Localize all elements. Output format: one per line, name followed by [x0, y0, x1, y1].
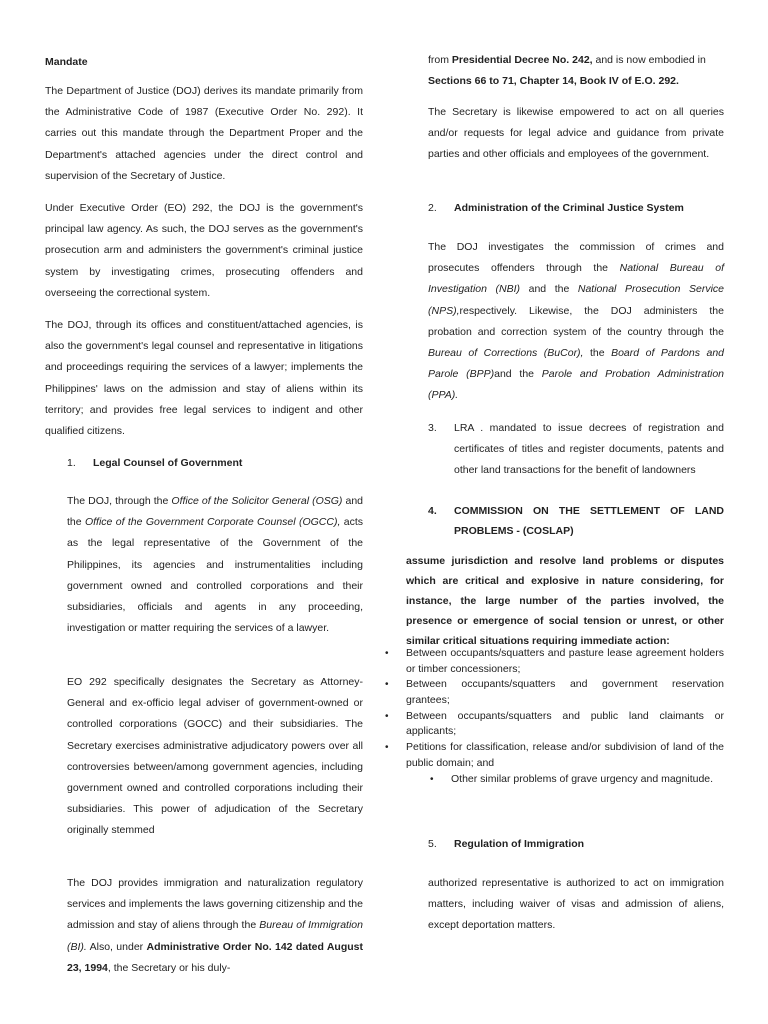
coslap-bullet-list [385, 646, 724, 788]
section-3-item: 3. LRA . mandated to issue decrees of registration and certificates of titles and register documents, patents and other land transactions for the benefit of landowners [428, 422, 724, 477]
list-item: • Between occupants/squatters and public land claimants or applicants; [385, 709, 724, 738]
attorney-general-paragraph: EO 292 specifically designates the Secretary as Attorney-General and ex-officio legal adviser of government-owned or controlled corporations (GOCC) and their subsidiaries. The Secretary exercises administrative adjudicatory powers over all controversies between/among government agencies, including government owned and controlled corporations including their subsidiaries. This power of adjudication of the Secretary originally stemmed [67, 676, 363, 837]
mandate-paragraph-1: The Department of Justice (DOJ) derives its mandate primarily from the Administrative Code of 1987 (Executive Order No. 292). It carries out this mandate through the Department Proper and the Department's attached agencies under the direct control and supervision of the Secretary of Justice. [45, 85, 363, 182]
section-4-heading: 4. COMMISSION ON THE SETTLEMENT OF LAND PROBLEMS - (COSLAP) [428, 505, 724, 537]
sub-list-item: • Other similar problems of grave urgency and magnitude. [451, 772, 724, 788]
bullet-icon: • [385, 648, 389, 659]
section-1-paragraph: The DOJ, through the Office of the Solicitor General (OSG) and the Office of the Government Corporate Counsel (OGCC), acts as the legal representative of the Government of the Philippines, its agencies and instrumentalities including government owned and controlled corporations and their subsidiaries, officials and agents in any proceeding, investigation or matter requiring the services of a lawyer. [67, 495, 364, 635]
presidential-decree-paragraph: from Presidential Decree No. 242, and is now embodied in Sections 66 to 71, Chapter 14, Book IV of E.O. 292. [428, 54, 706, 88]
section-5-paragraph: authorized representative is authorized to act on immigration matters, including waiver of visas and admission of aliens, except deportation matters. [428, 877, 724, 932]
list-item: • Between occupants/squatters and government reservation grantees; [385, 678, 724, 706]
mandate-paragraph-2: Under Executive Order (EO) 292, the DOJ is the government's principal law agency. As such, the DOJ serves as the government's prosecution arm and administers the government's criminal justice system by investigating crimes, prosecuting offenders and overseeing the correctional system. [45, 202, 363, 299]
section-5-heading: 5. Regulation of Immigration [428, 838, 585, 850]
bullet-icon: • [430, 774, 434, 786]
mandate-paragraph-3: The DOJ, through its offices and constituent/attached agencies, is also the government's legal counsel and representative in litigations and proceedings requiring the services of a lawyer; implements the Philippines' laws on the admission and stay of aliens within its territory; and provides free legal services to indigent and other qualified citizens. [45, 319, 363, 438]
section-2-paragraph: The DOJ investigates the commission of crimes and prosecutes offenders through the National Bureau of Investigation (NBI) and the National Prosecution Service (NPS),respectively. Likewise, the DOJ administers the probation and correction system of the country through the Bureau of Corrections (BuCor), the Board of Pardons and Parole (BPP)and the Parole and Probation Administration (PPA). [428, 241, 725, 402]
coslap-paragraph: assume jurisdiction and resolve land problems or disputes which are critical and explosive in nature considering, for instance, the large number of the parties involved, the presence or emergence of social tension or unrest, or other similar critical situations requiring immediate action: [406, 555, 724, 647]
bullet-icon: • [385, 710, 389, 722]
secretary-paragraph: The Secretary is likewise empowered to act on all queries and/or requests for legal advice and guidance from private parties and other officials and employees of the government. [428, 106, 724, 161]
bullet-icon: • [385, 742, 389, 754]
list-item: • Between occupants/squatters and pasture lease agreement holders or timber concessioners; [385, 647, 724, 675]
section-2-heading: 2. Administration of the Criminal Justice System [428, 202, 684, 214]
section-1-heading: 1. Legal Counsel of Government [67, 457, 243, 469]
immigration-paragraph: The DOJ provides immigration and naturalization regulatory services and implements the laws governing citizenship and the admission and stay of aliens through the Bureau of Immigration (BI). Also, under Administrative Order No. 142 dated August 23, 1994, the Secretary or his duly- [67, 877, 363, 974]
list-item: • Petitions for classification, release and/or subdivision of land of the public domain; and [385, 741, 724, 769]
bullet-icon: • [385, 679, 389, 691]
mandate-heading: Mandate [45, 56, 88, 68]
